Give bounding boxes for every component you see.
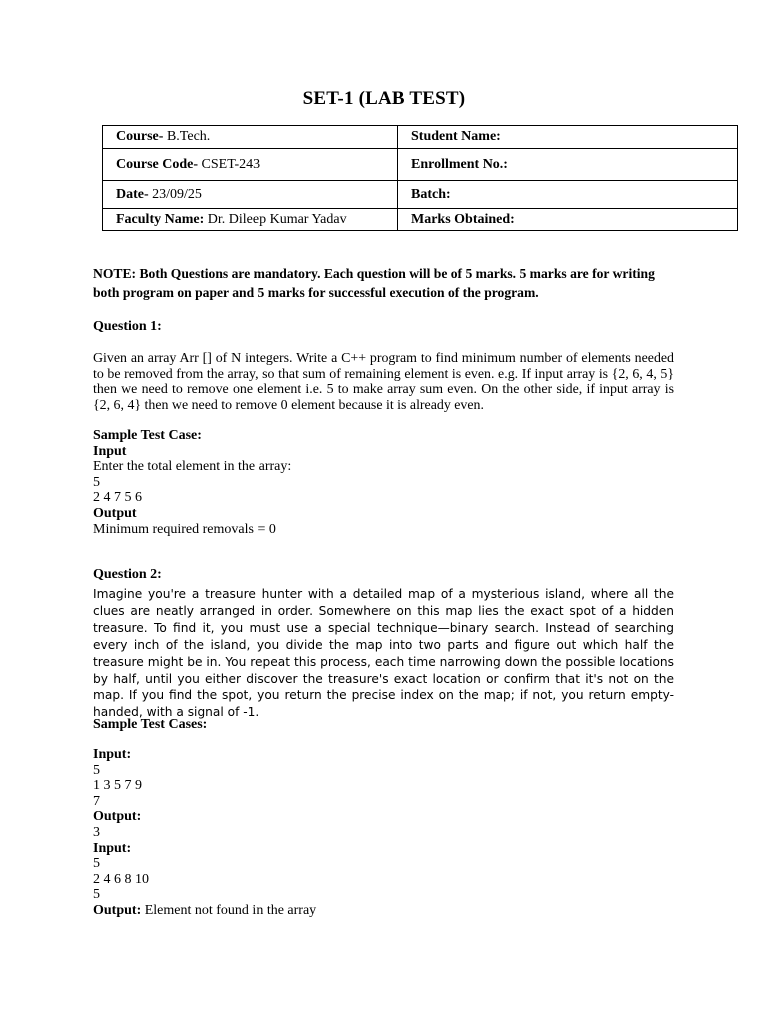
case-2-n: 5 xyxy=(93,856,100,872)
student-name-cell xyxy=(398,126,738,149)
marks-label: Marks Obtained: xyxy=(411,211,515,227)
info-row xyxy=(103,209,738,231)
date-cell xyxy=(103,181,398,209)
student-name-label: Student Name: xyxy=(411,129,501,144)
batch-label: Batch: xyxy=(411,186,451,202)
case-1-output: 3 xyxy=(93,824,100,840)
date-value: 23/09/25 xyxy=(152,186,202,202)
question-1-sample xyxy=(93,428,674,537)
case-2-input-label: Input: xyxy=(93,840,132,856)
sample-cases-heading: Sample Test Cases: xyxy=(93,717,208,732)
case-2-values: 2 4 6 8 10 xyxy=(93,871,149,887)
question-1-heading: Question 1: xyxy=(93,319,162,334)
course-code-label: Course Code- xyxy=(116,156,199,172)
question-2-samples xyxy=(93,747,674,919)
course-label: Course- xyxy=(116,129,164,144)
case-2-output: Element not found in the array xyxy=(144,902,317,918)
info-row xyxy=(103,126,738,149)
faculty-cell xyxy=(103,209,398,231)
case-2-output-line xyxy=(93,903,674,919)
course-code-value: CSET-243 xyxy=(201,156,261,172)
input-values: 2 4 7 5 6 xyxy=(93,490,142,506)
case-2-target: 5 xyxy=(93,887,100,903)
output-label: Output xyxy=(93,505,137,521)
course-cell xyxy=(103,126,398,149)
sample-heading: Sample Test Case: xyxy=(93,428,202,443)
enrollment-label: Enrollment No.: xyxy=(411,156,508,172)
case-1-input-label: Input: xyxy=(93,747,132,762)
input-n: 5 xyxy=(93,474,100,490)
faculty-value: Dr. Dileep Kumar Yadav xyxy=(207,211,347,227)
student-info-table xyxy=(102,125,738,231)
course-value: B.Tech. xyxy=(166,129,211,144)
case-1-output-label: Output: xyxy=(93,809,142,825)
enrollment-cell xyxy=(398,149,738,181)
info-row xyxy=(103,181,738,209)
case-1-values: 1 3 5 7 9 xyxy=(93,778,142,794)
input-label: Input xyxy=(93,443,127,459)
info-row xyxy=(103,149,738,181)
marks-cell xyxy=(398,209,738,231)
case-1-target: 7 xyxy=(93,793,100,809)
case-2-output-label: Output: xyxy=(93,902,142,918)
date-label: Date- xyxy=(116,186,149,202)
output-text: Minimum required removals = 0 xyxy=(93,521,276,537)
question-1-text: Given an array Arr [] of N integers. Write a C++ program to find minimum number of elements needed to be removed from the array, so that sum of remaining element is even. e.g. If input array is {2, 6, 4, 5} then we need to remove one element i.e. 5 to make array sum even. On the other side, if input array is {2, 6, 4} then we need to remove 0 element because it is already even. xyxy=(93,351,674,413)
page-title: SET-1 (LAB TEST) xyxy=(302,88,466,109)
faculty-label: Faculty Name: xyxy=(116,211,205,227)
question-2-heading: Question 2: xyxy=(93,567,162,582)
input-prompt: Enter the total element in the array: xyxy=(93,459,292,475)
question-2-text: Imagine you're a treasure hunter with a detailed map of a mysterious island, where all the clues are neatly arranged in order. Somewhere on this map lies the exact spot of a hidden treasure. To find it, you must use a special technique—binary search. Instead of searching every inch of the island, you divide the map into two parts and figure out which half the treasure might be in. You repeat this process, each time narrowing down the possible locations by half, until you either discover the treasure's exact location or confirm that it's not on the map. If you find the spot, you return the precise index on the map; if not, you return empty-handed, with a signal of -1. xyxy=(93,587,674,720)
course-code-cell xyxy=(103,149,398,181)
note-text: NOTE: Both Questions are mandatory. Each question will be of 5 marks. 5 marks are for writing both program on paper and 5 marks for successful execution of the program. xyxy=(93,266,655,300)
case-1-n: 5 xyxy=(93,762,100,778)
batch-cell xyxy=(398,181,738,209)
